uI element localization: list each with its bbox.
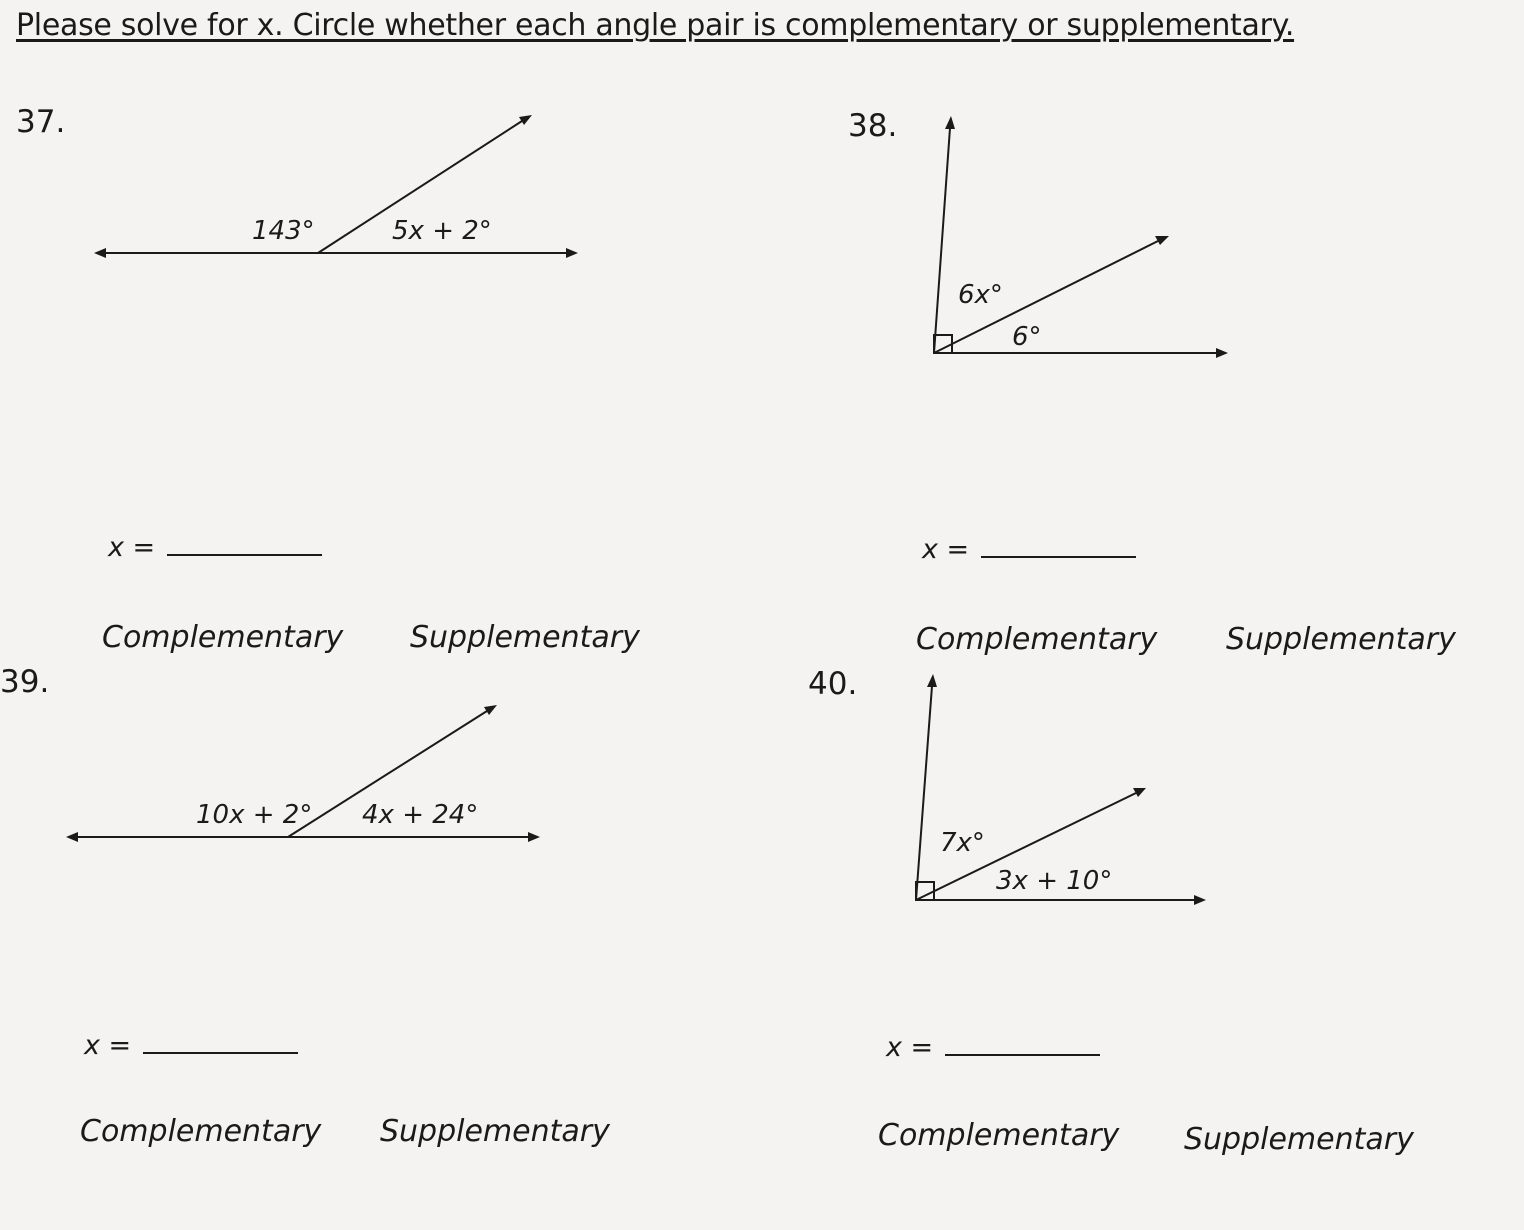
problem-37-angle-left: 143° bbox=[252, 216, 315, 246]
p40-right-angle-mark bbox=[916, 882, 934, 900]
problem-40-answer bbox=[886, 1032, 1100, 1063]
problem-40-angle-upper: 7x° bbox=[940, 828, 985, 858]
problem-37-answer-prefix: x = bbox=[108, 532, 156, 563]
problem-38-choice-complementary[interactable]: Complementary bbox=[916, 622, 1158, 657]
problem-37-choice-supplementary[interactable]: Supplementary bbox=[410, 620, 640, 655]
problem-39-angle-left: 10x + 2° bbox=[196, 800, 313, 830]
instructions: Please solve for x. Circle whether each angle pair is complementary or supplementary. bbox=[16, 8, 1295, 43]
problem-39-number: 39. bbox=[0, 664, 50, 700]
problem-40-choice-complementary[interactable]: Complementary bbox=[878, 1118, 1120, 1153]
problem-38-angle-upper: 6x° bbox=[958, 280, 1003, 310]
problem-40-answer-prefix: x = bbox=[886, 1032, 934, 1063]
p40-arrow-vertical bbox=[927, 674, 937, 687]
problem-37-number: 37. bbox=[16, 104, 66, 140]
problem-39-choice-supplementary[interactable]: Supplementary bbox=[380, 1114, 610, 1149]
problem-40-angle-lower: 3x + 10° bbox=[996, 866, 1113, 896]
problem-39-angle-right: 4x + 24° bbox=[362, 800, 479, 830]
problem-38-number: 38. bbox=[848, 108, 898, 144]
problem-38-answer-prefix: x = bbox=[922, 534, 970, 565]
problem-39-answer-prefix: x = bbox=[84, 1030, 132, 1061]
problem-37-angle-right: 5x + 2° bbox=[392, 216, 492, 246]
p40-arrow-base bbox=[1194, 895, 1206, 905]
problem-40-choice-supplementary[interactable]: Supplementary bbox=[1184, 1122, 1414, 1157]
problem-37-choice-complementary[interactable]: Complementary bbox=[102, 620, 344, 655]
problem-40-number: 40. bbox=[808, 666, 858, 702]
problem-39-choice-complementary[interactable]: Complementary bbox=[80, 1114, 322, 1149]
problem-38-choice-supplementary[interactable]: Supplementary bbox=[1226, 622, 1456, 657]
problem-40-answer-blank[interactable] bbox=[945, 1032, 1100, 1056]
problem-38-angle-lower: 6° bbox=[1012, 322, 1042, 352]
p40-vertical bbox=[916, 686, 932, 900]
